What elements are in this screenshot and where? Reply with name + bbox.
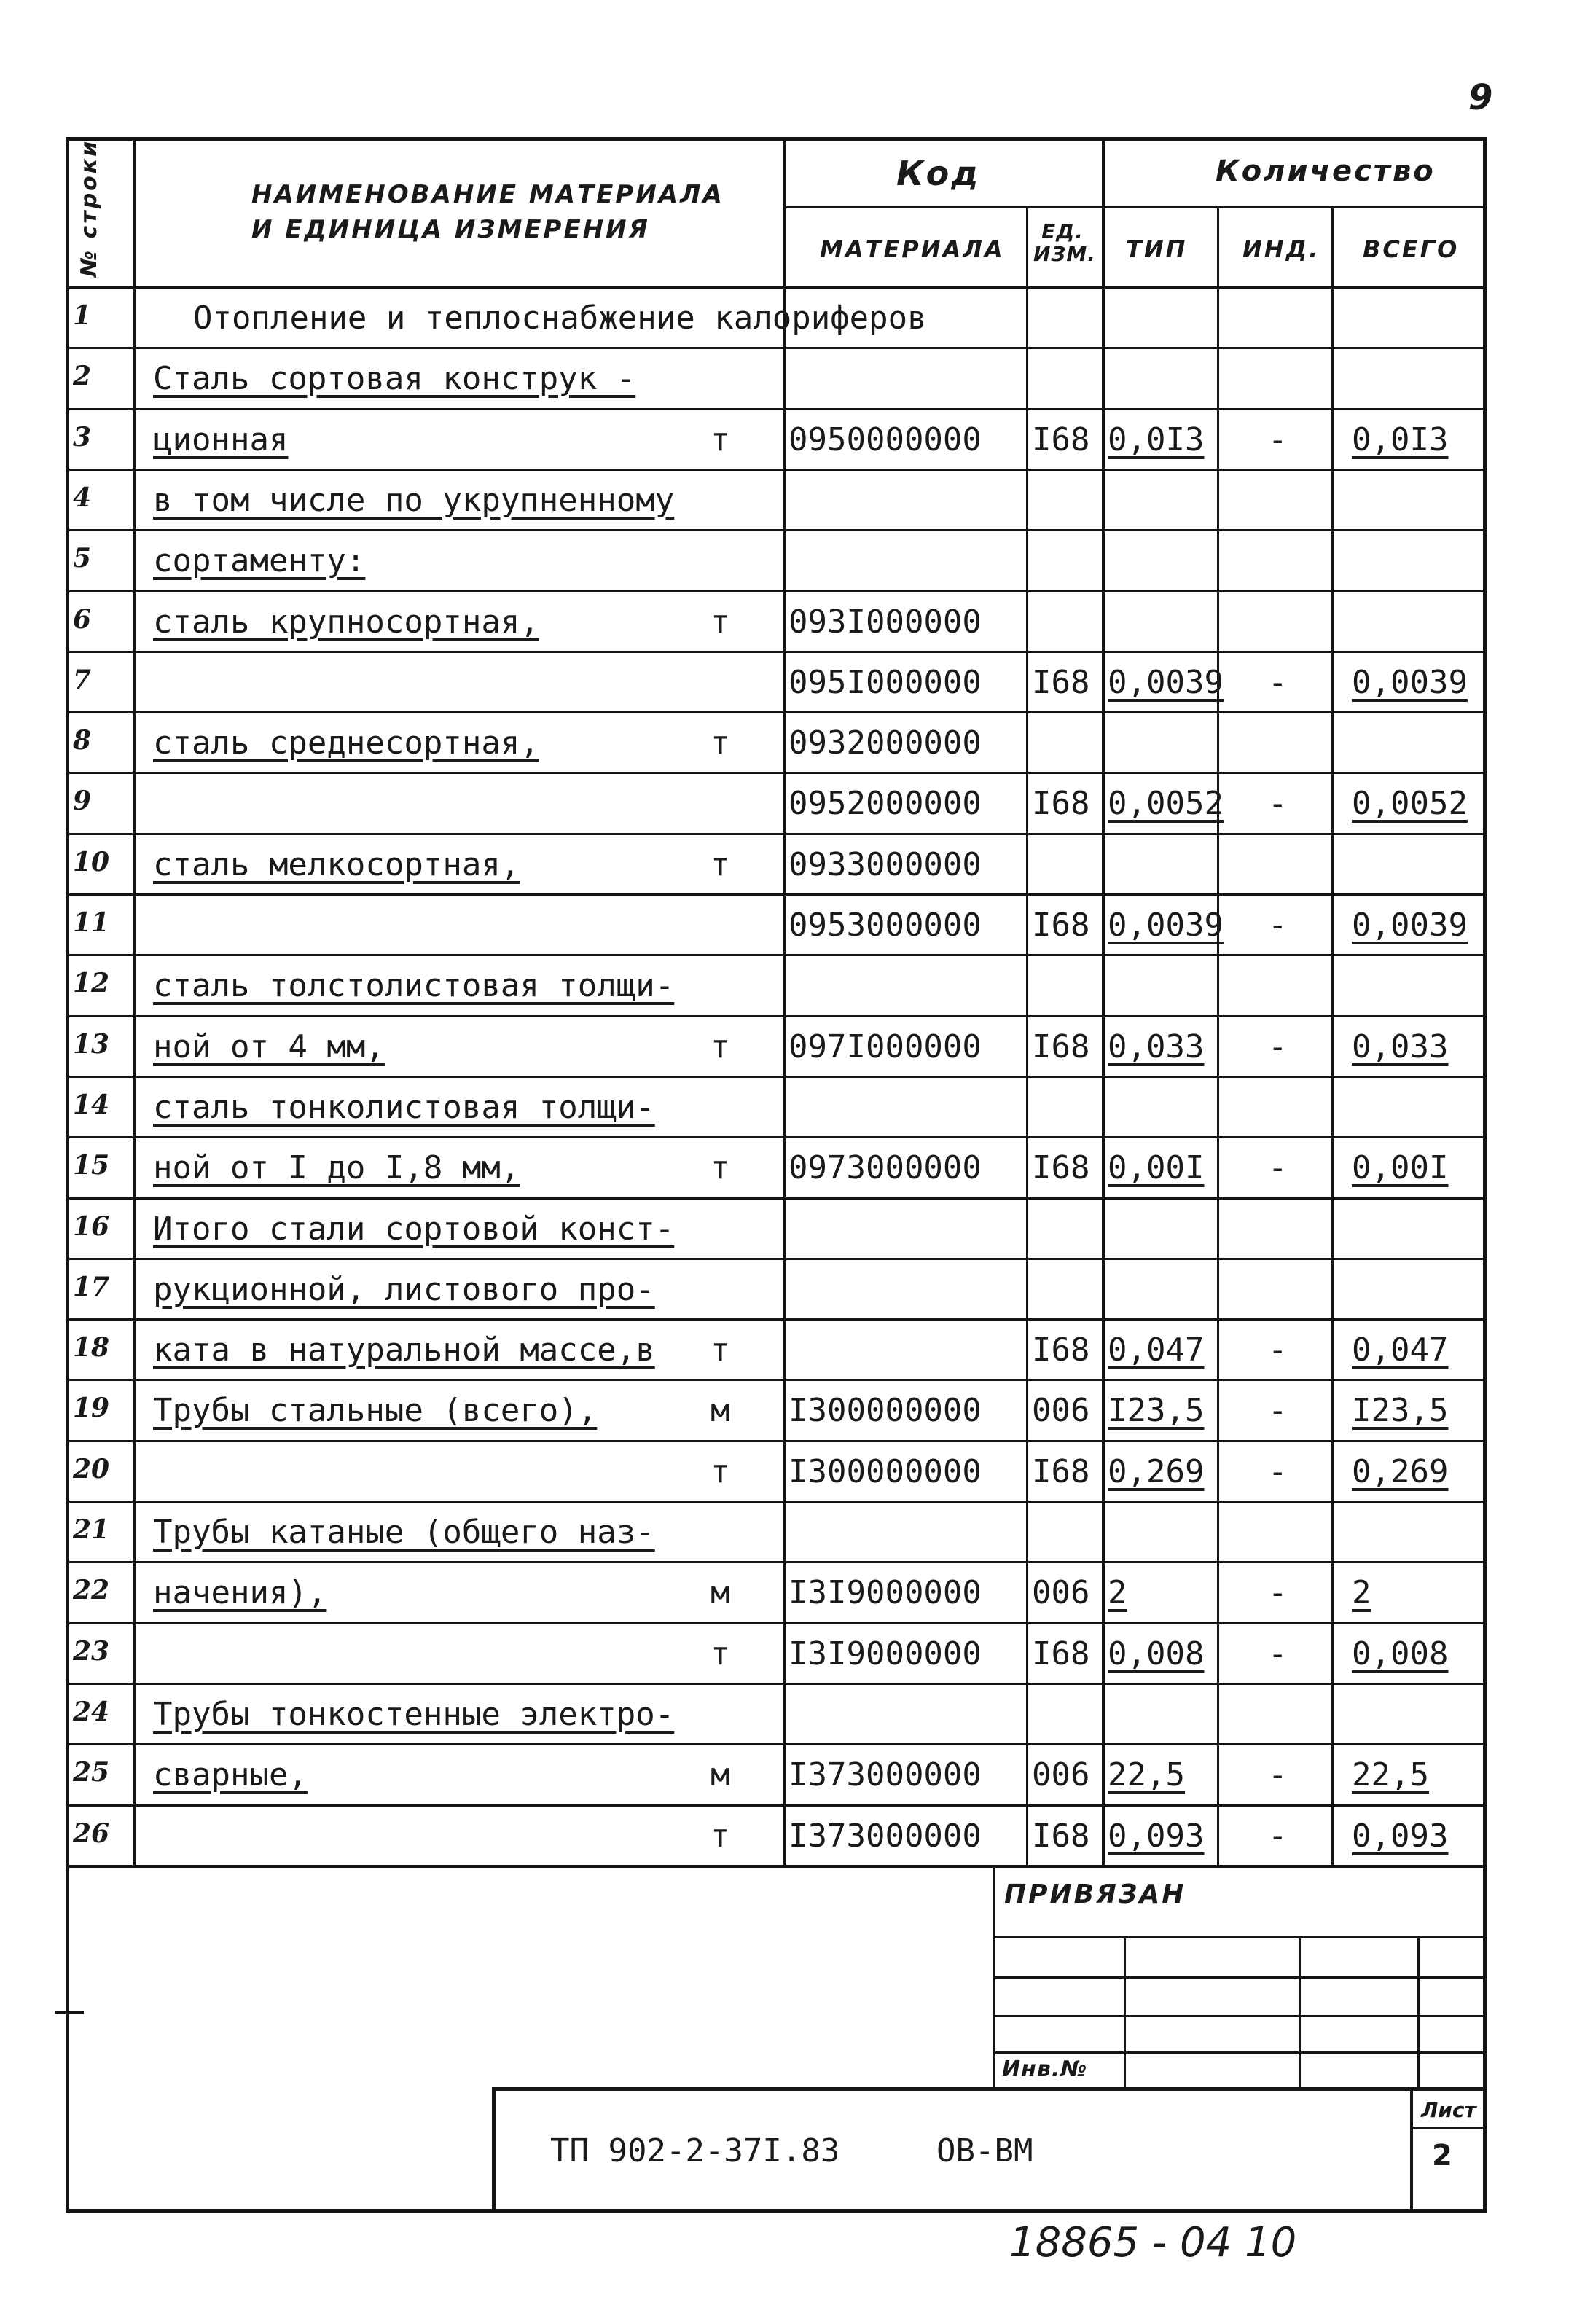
row-separator — [66, 1258, 1487, 1260]
row-separator — [66, 1501, 1487, 1503]
header-ind: ИНД. — [1242, 235, 1320, 263]
row-name: ной от I до I,8 мм, — [153, 1149, 520, 1186]
row-ed: I68 — [1032, 1149, 1090, 1186]
row-name: Трубы стальные (всего), — [153, 1392, 598, 1429]
row-name: ката в натуральной массе,в — [153, 1331, 655, 1369]
row-n: 24 — [73, 1697, 110, 1727]
left-margin-tick — [55, 2011, 84, 2014]
row-ind: - — [1268, 1635, 1288, 1672]
row-total: 0,008 — [1352, 1635, 1449, 1672]
handwritten-number: 18865 - 04 10 — [1009, 2219, 1297, 2266]
row-separator — [66, 1683, 1487, 1685]
row-n: 19 — [73, 1393, 110, 1423]
row-code: 097I000000 — [788, 1028, 982, 1065]
row-unit: т — [711, 1453, 730, 1490]
col-line-5 — [1217, 206, 1219, 1867]
row-name: сталь среднесортная, — [153, 724, 539, 762]
stamp-box-vline-1 — [1124, 1936, 1126, 2089]
header-total: ВСЕГО — [1363, 235, 1460, 263]
row-separator — [66, 1743, 1487, 1745]
row-separator — [66, 408, 1487, 410]
row-tip: 0,0I3 — [1108, 421, 1205, 458]
row-ed: I68 — [1032, 421, 1090, 458]
header-unit-code: ЕД. ИЗМ. — [1033, 219, 1096, 266]
row-ind: - — [1268, 1028, 1288, 1065]
header-quantity: Количество — [1216, 154, 1436, 188]
col-line-3 — [1026, 206, 1028, 1867]
row-unit: т — [711, 846, 730, 883]
row-unit: т — [711, 1331, 730, 1369]
row-name: сталь мелкосортная, — [153, 846, 520, 883]
row-total: 0,0039 — [1352, 907, 1468, 944]
row-ed: I68 — [1032, 1818, 1090, 1855]
header-code: Код — [896, 154, 981, 193]
row-code: 0932000000 — [788, 724, 982, 762]
row-tip: I23,5 — [1108, 1392, 1205, 1429]
row-ed: I68 — [1032, 785, 1090, 822]
col-line-4 — [1102, 137, 1105, 1867]
header-type: ТИП — [1126, 235, 1188, 263]
row-unit: м — [711, 1574, 730, 1611]
header-bottom — [66, 286, 1487, 289]
row-ind: - — [1268, 1453, 1288, 1490]
row-ed: 006 — [1032, 1574, 1090, 1611]
header-mid — [783, 206, 1487, 208]
frame-left — [66, 137, 69, 2213]
row-code: 0950000000 — [788, 421, 982, 458]
row-separator — [66, 1622, 1487, 1624]
row-n: 23 — [73, 1636, 110, 1667]
row-tip: 0,033 — [1108, 1028, 1205, 1065]
row-ed: I68 — [1032, 664, 1090, 701]
row-n: 20 — [73, 1454, 110, 1484]
row-total: 0,033 — [1352, 1028, 1449, 1065]
row-separator — [66, 1440, 1487, 1442]
rows-bottom — [66, 1865, 1487, 1868]
row-unit: т — [711, 1818, 730, 1855]
row-n: 1 — [73, 300, 92, 331]
row-ind: - — [1268, 1756, 1288, 1793]
row-name: ционная — [153, 421, 289, 458]
frame-right — [1483, 137, 1487, 2213]
row-code: I3I9000000 — [788, 1574, 982, 1611]
header-name-line1: НАИМЕНОВАНИЕ МАТЕРИАЛА — [251, 180, 724, 209]
col-line-2 — [783, 137, 786, 1867]
row-name: Итого стали сортовой конст- — [153, 1210, 675, 1248]
row-n: 12 — [73, 968, 110, 998]
row-total: 0,0052 — [1352, 785, 1468, 822]
row-unit: т — [711, 1149, 730, 1186]
row-n: 6 — [73, 604, 92, 635]
row-n: 3 — [73, 422, 92, 453]
row-ed: I68 — [1032, 1028, 1090, 1065]
stamp-sheet-mid — [1410, 2127, 1487, 2129]
row-total: I23,5 — [1352, 1392, 1449, 1429]
row-separator — [66, 711, 1487, 713]
row-ed: I68 — [1032, 907, 1090, 944]
row-total: 22,5 — [1352, 1756, 1429, 1793]
stamp-bound-label: ПРИВЯЗАН — [1004, 1879, 1186, 1909]
row-separator — [66, 529, 1487, 531]
row-ind: - — [1268, 421, 1288, 458]
row-separator — [66, 1804, 1487, 1807]
row-name: рукционной, листового про- — [153, 1271, 655, 1308]
stamp-doc-code: ТП 902-2-37I.83 — [550, 2132, 840, 2170]
row-n: 18 — [73, 1332, 110, 1363]
col-line-1 — [133, 137, 136, 1867]
stamp-sheet-number: 2 — [1432, 2139, 1452, 2172]
row-total: 0,00I — [1352, 1149, 1449, 1186]
page-corner-number: 9 — [1468, 77, 1493, 118]
row-name: сортаменту: — [153, 542, 366, 579]
row-code: I373000000 — [788, 1818, 982, 1855]
row-unit: т — [711, 603, 730, 641]
stamp-box-vline-3 — [1417, 1936, 1420, 2089]
row-ind: - — [1268, 785, 1288, 822]
row-ed: 006 — [1032, 1392, 1090, 1429]
row-ind: - — [1268, 1392, 1288, 1429]
row-n: 4 — [73, 482, 92, 513]
stamp-sheet-label: Лист — [1421, 2098, 1476, 2122]
row-tip: 0,0039 — [1108, 907, 1224, 944]
header-name-line2: И ЕДИНИЦА ИЗМЕРЕНИЯ — [251, 215, 650, 244]
row-separator — [66, 1015, 1487, 1017]
row-n: 22 — [73, 1575, 110, 1605]
row-ind: - — [1268, 664, 1288, 701]
header-material: МАТЕРИАЛА — [820, 235, 1005, 263]
row-code: I300000000 — [788, 1392, 982, 1429]
row-n: 13 — [73, 1029, 110, 1060]
row-n: 14 — [73, 1089, 110, 1120]
row-n: 25 — [73, 1757, 110, 1788]
stamp-inv-label: Инв.№ — [1002, 2057, 1088, 2082]
stamp-section: ОВ-ВМ — [936, 2132, 1033, 2170]
row-tip: 0,0052 — [1108, 785, 1224, 822]
row-name: сталь крупносортная, — [153, 603, 539, 641]
row-separator — [66, 347, 1487, 349]
row-unit: т — [711, 1635, 730, 1672]
row-unit: м — [711, 1756, 730, 1793]
row-name: Отопление и теплоснабжение калориферов — [193, 300, 927, 337]
row-tip: 0,269 — [1108, 1453, 1205, 1490]
frame-bottom — [66, 2209, 1487, 2213]
row-separator — [66, 772, 1487, 774]
row-n: 21 — [73, 1514, 110, 1545]
row-code: 0973000000 — [788, 1149, 982, 1186]
row-tip: 22,5 — [1108, 1756, 1185, 1793]
row-n: 11 — [73, 907, 110, 938]
row-unit: т — [711, 724, 730, 762]
row-separator — [66, 1136, 1487, 1138]
row-separator — [66, 1197, 1487, 1200]
row-n: 8 — [73, 725, 92, 756]
row-tip: 0,008 — [1108, 1635, 1205, 1672]
row-n: 7 — [73, 665, 92, 695]
row-unit: м — [711, 1392, 730, 1429]
row-tip: 2 — [1108, 1574, 1127, 1611]
row-separator — [66, 469, 1487, 471]
row-separator — [66, 651, 1487, 653]
row-separator — [66, 893, 1487, 896]
row-ed: I68 — [1032, 1453, 1090, 1490]
stamp-sheet-left — [1410, 2087, 1413, 2211]
row-total: 0,0I3 — [1352, 421, 1449, 458]
row-separator — [66, 1318, 1487, 1321]
stamp-box-vline-2 — [1299, 1936, 1301, 2089]
row-separator — [66, 1076, 1487, 1078]
stamp-box-line-d — [993, 2051, 1487, 2054]
row-ind: - — [1268, 1818, 1288, 1855]
row-unit: т — [711, 421, 730, 458]
row-name: в том числе по укрупненному — [153, 482, 675, 519]
row-total: 0,0039 — [1352, 664, 1468, 701]
stamp-main-left — [492, 2087, 496, 2211]
row-tip: 0,00I — [1108, 1149, 1205, 1186]
stamp-main-top — [492, 2087, 1487, 2091]
row-separator — [66, 954, 1487, 956]
frame-top — [66, 137, 1487, 141]
row-tip: 0,093 — [1108, 1818, 1205, 1855]
row-n: 10 — [73, 847, 110, 877]
row-ind: - — [1268, 1149, 1288, 1186]
row-tip: 0,0039 — [1108, 664, 1224, 701]
row-n: 15 — [73, 1150, 110, 1181]
row-ed: 006 — [1032, 1756, 1090, 1793]
row-ed: I68 — [1032, 1635, 1090, 1672]
row-total: 0,093 — [1352, 1818, 1449, 1855]
row-name: начения), — [153, 1574, 327, 1611]
col-line-6 — [1331, 206, 1334, 1867]
row-name: сварные, — [153, 1756, 308, 1793]
row-ind: - — [1268, 1331, 1288, 1369]
row-ind: - — [1268, 1574, 1288, 1611]
row-n: 5 — [73, 543, 92, 574]
row-code: I3I9000000 — [788, 1635, 982, 1672]
row-tip: 0,047 — [1108, 1331, 1205, 1369]
row-total: 2 — [1352, 1574, 1371, 1611]
row-total: 0,269 — [1352, 1453, 1449, 1490]
header-row-number: № строки — [77, 138, 102, 277]
stamp-box-line-b — [993, 1976, 1487, 1979]
row-unit: т — [711, 1028, 730, 1065]
row-code: 093I000000 — [788, 603, 982, 641]
row-separator — [66, 1379, 1487, 1381]
row-n: 17 — [73, 1272, 110, 1302]
row-total: 0,047 — [1352, 1331, 1449, 1369]
row-ind: - — [1268, 907, 1288, 944]
row-name: Трубы катаные (общего наз- — [153, 1514, 655, 1551]
row-name: сталь толстолистовая толщи- — [153, 967, 675, 1004]
row-code: 0933000000 — [788, 846, 982, 883]
row-name: Сталь сортовая конструк - — [153, 360, 636, 397]
row-code: 0952000000 — [788, 785, 982, 822]
row-n: 26 — [73, 1818, 110, 1849]
row-code: 095I000000 — [788, 664, 982, 701]
row-n: 2 — [73, 361, 92, 391]
row-n: 16 — [73, 1211, 110, 1242]
row-separator — [66, 833, 1487, 835]
row-code: I300000000 — [788, 1453, 982, 1490]
row-ed: I68 — [1032, 1331, 1090, 1369]
row-name: ной от 4 мм, — [153, 1028, 385, 1065]
stamp-box-line-c — [993, 2015, 1487, 2017]
stamp-box-line-a — [993, 1936, 1487, 1938]
row-separator — [66, 1561, 1487, 1563]
row-code: 0953000000 — [788, 907, 982, 944]
row-n: 9 — [73, 786, 92, 816]
row-code: I373000000 — [788, 1756, 982, 1793]
row-name: Трубы тонкостенные электро- — [153, 1696, 675, 1733]
row-separator — [66, 590, 1487, 592]
row-name: сталь тонколистовая толщи- — [153, 1089, 655, 1126]
